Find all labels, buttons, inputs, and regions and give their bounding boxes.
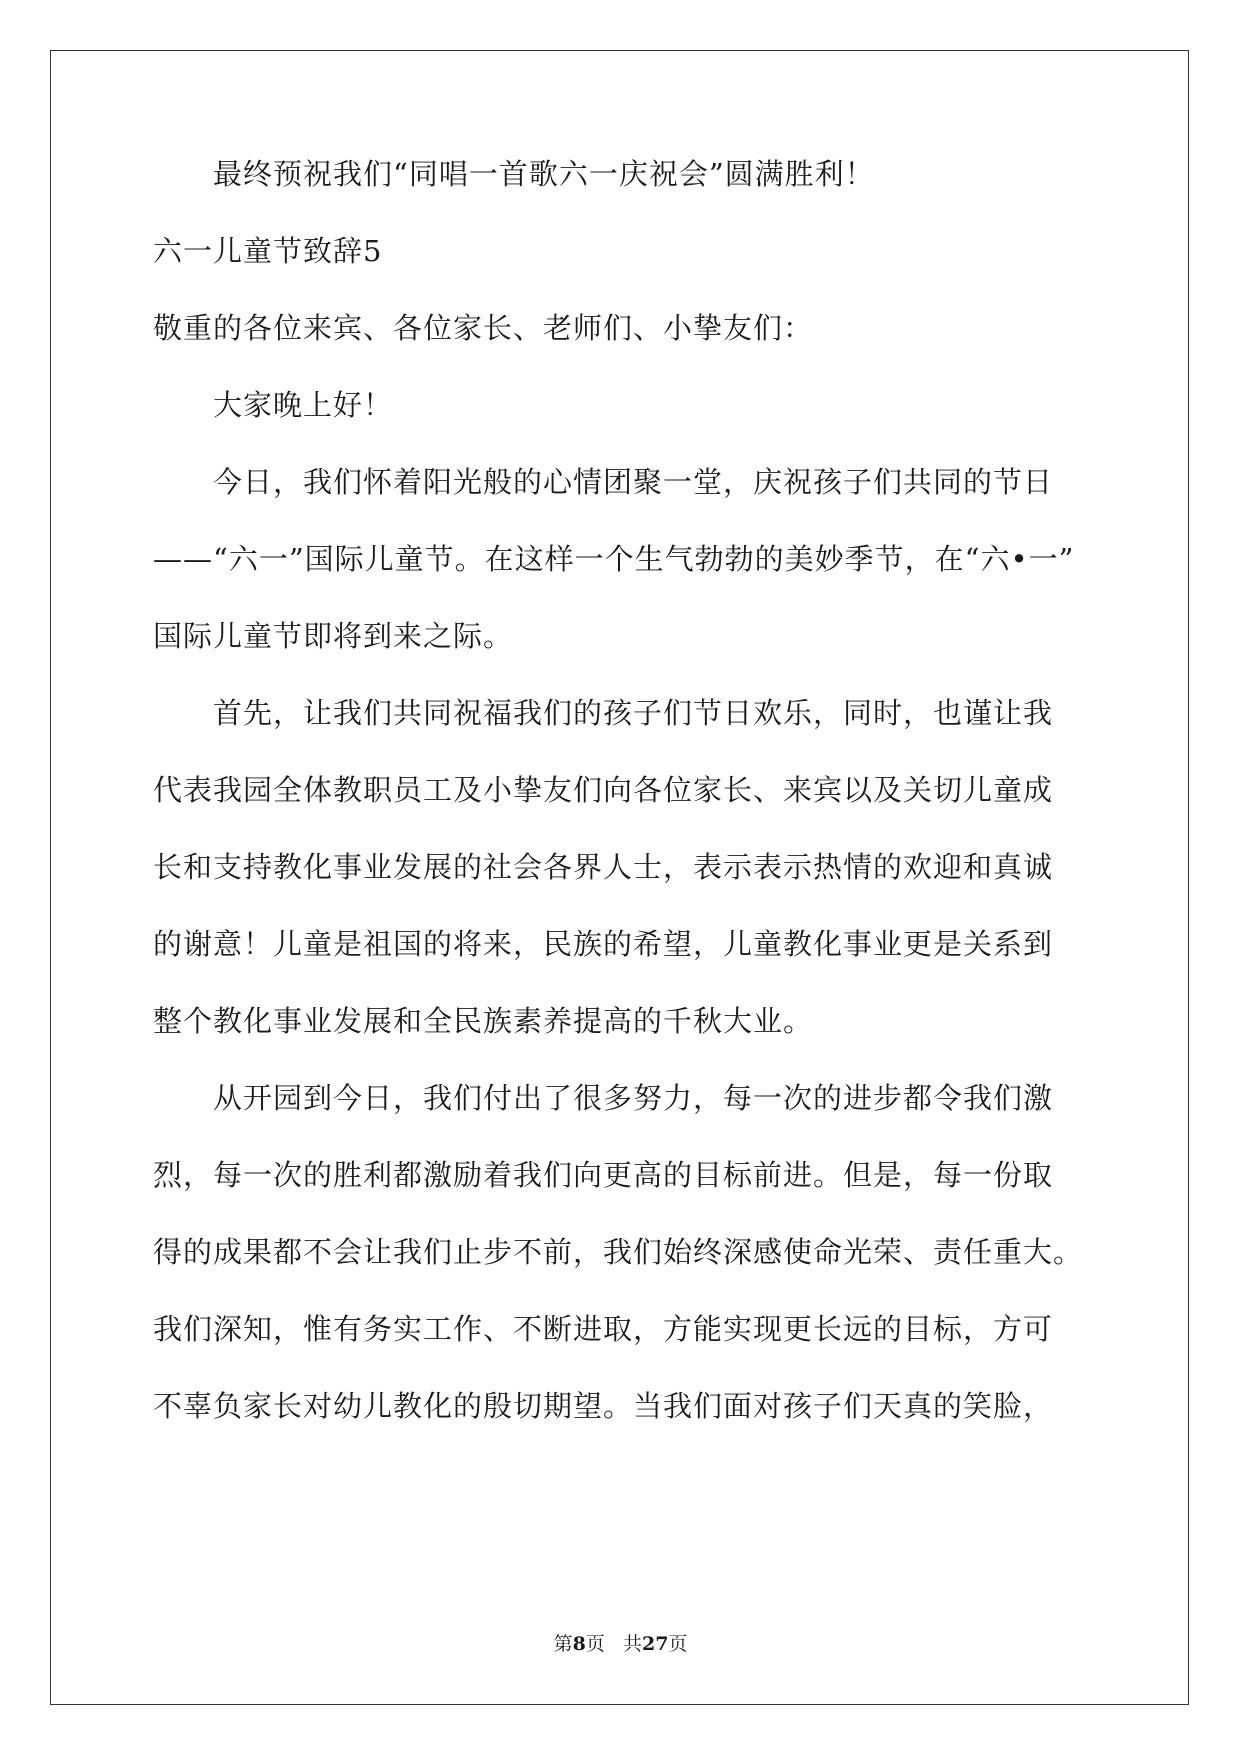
page-prefix: 第: [553, 1633, 573, 1655]
page-suffix: 页: [585, 1633, 605, 1655]
paragraph-line: 国际儿童节即将到来之际。: [153, 619, 514, 653]
paragraph-line: 首先，让我们共同祝福我们的孩子们节日欢乐，同时，也谨让我: [213, 696, 1054, 730]
closing-wish-line: 最终预祝我们“同唱一首歌六一庆祝会”圆满胜利！: [213, 157, 875, 191]
paragraph-line: 得的成果都不会让我们止步不前，我们始终深感使命光荣、责任重大。: [153, 1235, 1084, 1269]
total-prefix: 共: [622, 1633, 642, 1655]
paragraph-line: 的谢意！儿童是祖国的将来，民族的希望，儿童教化事业更是关系到: [153, 927, 1054, 961]
section-heading: 六一儿童节致辞5: [153, 234, 383, 268]
paragraph-line: 我们深知，惟有务实工作、不断进取，方能实现更长远的目标，方可: [153, 1312, 1054, 1346]
paragraph-line: 烈，每一次的胜利都激励着我们向更高的目标前进。但是，每一份取: [153, 1158, 1054, 1192]
salutation-line: 敬重的各位来宾、各位家长、老师们、小挚友们：: [153, 311, 814, 345]
paragraph-line: 代表我园全体教职员工及小挚友们向各位家长、来宾以及关切儿童成: [153, 773, 1054, 807]
paragraph-line: 今日，我们怀着阳光般的心情团聚一堂，庆祝孩子们共同的节日: [213, 465, 1054, 499]
paragraph-line: 从开园到今日，我们付出了很多努力，每一次的进步都令我们激: [213, 1081, 1054, 1115]
paragraph-line: 长和支持教化事业发展的社会各界人士，表示表示热情的欢迎和真诚: [153, 850, 1054, 884]
page-footer: [0, 1632, 1241, 1656]
paragraph-line: 整个教化事业发展和全民族素养提高的千秋大业。: [153, 1004, 814, 1038]
total-suffix: 页: [668, 1633, 688, 1655]
total-pages-number: 27: [641, 1633, 669, 1655]
current-page-number: 8: [572, 1633, 586, 1655]
paragraph-line: ——“六一”国际儿童节。在这样一个生气勃勃的美妙季节，在“六•一”: [153, 542, 1075, 576]
paragraph-line: 不辜负家长对幼儿教化的殷切期望。当我们面对孩子们天真的笑脸，: [153, 1389, 1054, 1423]
greeting-line: 大家晚上好！: [213, 388, 394, 422]
